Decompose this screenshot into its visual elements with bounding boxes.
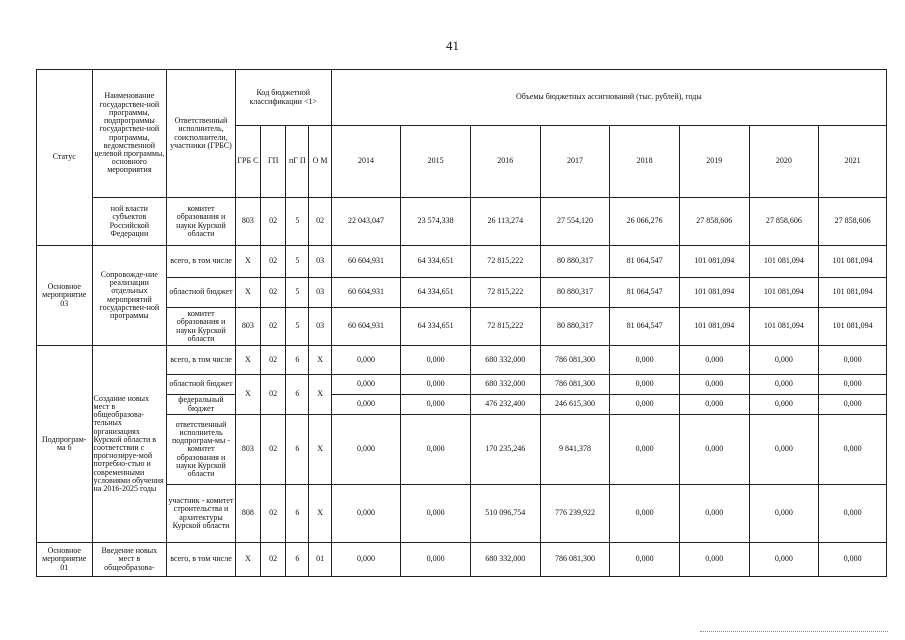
value-cell: 0,000 [610,485,680,543]
value-cell: 510 096,754 [470,485,540,543]
header-year: 2015 [401,126,471,198]
value-cell: 0,000 [610,346,680,375]
code-cell: 02 [261,278,286,308]
header-code-pgp: пГ П [286,126,309,198]
header-executor: Ответственный исполнитель, соисполнители, участники (ГРБС) [167,70,236,198]
header-year: 2018 [610,126,680,198]
value-cell: 0,000 [749,415,819,485]
name-cell: Сопровожде-ние реализации отдельных мероприятий государствен-ной программы [92,246,167,346]
table-row-sub6-total [37,346,887,375]
code-cell: Х [235,346,260,375]
value-cell: 81 064,547 [610,246,680,278]
code-cell: Х [235,375,260,415]
header-name: Наименование государствен-ной программы, подпрограммы государствен-ной программы, ведомственной целевой программы, основного мероприятия [92,70,167,198]
code-cell: 803 [235,415,260,485]
value-cell: 101 081,094 [679,246,749,278]
header-year: 2014 [331,126,401,198]
code-cell: 02 [261,543,286,577]
code-cell: Х [309,346,331,375]
code-cell: 02 [261,485,286,543]
header-row-1 [37,70,887,126]
value-cell: 101 081,094 [749,246,819,278]
value-cell: 0,000 [749,543,819,577]
executor-cell: всего, в том числе [167,246,236,278]
code-cell: 803 [235,198,260,246]
value-cell: 680 332,000 [470,543,540,577]
value-cell: 64 334,651 [401,278,471,308]
code-cell: 5 [286,278,309,308]
code-cell: 803 [235,308,260,346]
value-cell: 0,000 [331,543,401,577]
code-cell: 02 [261,246,286,278]
code-cell: 5 [286,246,309,278]
value-cell: 27 858,606 [819,198,887,246]
value-cell: 80 880,317 [540,278,610,308]
value-cell: 0,000 [610,543,680,577]
header-code-om: О М [309,126,331,198]
code-cell: 03 [309,278,331,308]
header-year: 2016 [470,126,540,198]
code-cell: 5 [286,198,309,246]
header-code-gp: ГП [261,126,286,198]
code-cell: 6 [286,415,309,485]
name-continuation: ной власти субъектов Российской Федерации [92,198,167,246]
value-cell: 9 841,378 [540,415,610,485]
value-cell: 0,000 [749,375,819,395]
code-cell: 5 [286,308,309,346]
header-year: 2020 [749,126,819,198]
table-row-om03-total [37,246,887,278]
value-cell: 786 081,300 [540,375,610,395]
value-cell: 81 064,547 [610,308,680,346]
page-number: 41 [446,38,459,53]
value-cell: 680 332,000 [470,346,540,375]
value-cell: 0,000 [679,375,749,395]
value-cell: 0,000 [331,375,401,395]
code-cell: 02 [261,375,286,415]
value-cell: 101 081,094 [679,308,749,346]
value-cell: 0,000 [331,346,401,375]
value-cell: 170 235,246 [470,415,540,485]
value-cell: 0,000 [749,485,819,543]
value-cell: 81 064,547 [610,278,680,308]
executor-cell: федеральный бюджет [167,395,236,415]
value-cell: 246 615,300 [540,395,610,415]
code-cell: 6 [286,375,309,415]
code-cell: 02 [309,198,331,246]
table-row-om01-total [37,543,887,577]
value-cell: 60 604,931 [331,278,401,308]
executor-cell: комитет образования и науки Курской области [167,308,236,346]
header-year: 2019 [679,126,749,198]
value-cell: 26 066,276 [610,198,680,246]
value-cell: 101 081,094 [819,246,887,278]
executor-cell: ответственный исполнитель подпрограм-мы - комитет образования и науки Курской области [167,415,236,485]
value-cell: 0,000 [679,395,749,415]
value-cell: 80 880,317 [540,308,610,346]
value-cell: 0,000 [679,346,749,375]
value-cell: 101 081,094 [679,278,749,308]
value-cell: 0,000 [679,415,749,485]
value-cell: 0,000 [331,485,401,543]
value-cell: 80 880,317 [540,246,610,278]
value-cell: 0,000 [819,415,887,485]
value-cell: 680 332,000 [470,375,540,395]
code-cell: 02 [261,198,286,246]
value-cell: 0,000 [819,375,887,395]
value-cell: 0,000 [401,375,471,395]
value-cell: 0,000 [679,485,749,543]
name-cell: Создание новых мест в общеобразова-тельных организациях Курской области в соответствии с прогнозируе-мой потребно-стью и современными условиями обучения на 2016-2025 годы [92,346,167,543]
executor-cell: всего, в том числе [167,346,236,375]
value-cell: 27 858,606 [749,198,819,246]
value-cell: 26 113,274 [470,198,540,246]
value-cell: 0,000 [819,395,887,415]
value-cell: 72 815,222 [470,246,540,278]
code-cell: 03 [309,246,331,278]
value-cell: 0,000 [819,346,887,375]
value-cell: 60 604,931 [331,308,401,346]
code-cell: Х [235,543,260,577]
code-cell: Х [309,375,331,415]
value-cell: 0,000 [819,485,887,543]
value-cell: 0,000 [401,346,471,375]
status-cell: Основное мероприятие 01 [37,543,93,577]
name-cell: Введение новых мест в общеобразова- [92,543,167,577]
executor-cell: всего, в том числе [167,543,236,577]
header-status: Статус [37,70,93,246]
value-cell: 23 574,338 [401,198,471,246]
code-cell: 6 [286,346,309,375]
code-cell: 6 [286,543,309,577]
value-cell: 101 081,094 [749,278,819,308]
value-cell: 0,000 [610,375,680,395]
code-cell: Х [309,415,331,485]
value-cell: 0,000 [401,485,471,543]
value-cell: 476 232,400 [470,395,540,415]
code-cell: 03 [309,308,331,346]
header-year: 2017 [540,126,610,198]
status-cell: Основное мероприятие 03 [37,246,93,346]
value-cell: 72 815,222 [470,278,540,308]
value-cell: 0,000 [749,395,819,415]
value-cell: 64 334,651 [401,308,471,346]
header-code-grbs: ГРБ С [235,126,260,198]
code-cell: 6 [286,485,309,543]
value-cell: 101 081,094 [819,278,887,308]
code-cell: 02 [261,308,286,346]
value-cell: 0,000 [610,395,680,415]
header-year: 2021 [819,126,887,198]
value-cell: 101 081,094 [749,308,819,346]
executor-cell: участник - комитет строительства и архитектуры Курской области [167,485,236,543]
code-cell: 02 [261,415,286,485]
code-cell: 01 [309,543,331,577]
value-cell: 0,000 [401,543,471,577]
code-cell: Х [309,485,331,543]
budget-table [36,69,887,577]
value-cell: 0,000 [331,415,401,485]
table-row-committee [37,198,887,246]
value-cell: 27 858,606 [679,198,749,246]
value-cell: 0,000 [819,543,887,577]
executor-cell: областной бюджет [167,278,236,308]
value-cell: 72 815,222 [470,308,540,346]
executor-cell: областной бюджет [167,375,236,395]
value-cell: 0,000 [401,415,471,485]
value-cell: 0,000 [331,395,401,415]
value-cell: 776 239,922 [540,485,610,543]
executor-cell: комитет образования и науки Курской области [167,198,236,246]
value-cell: 27 554,120 [540,198,610,246]
code-cell: Х [235,278,260,308]
value-cell: 786 081,300 [540,543,610,577]
value-cell: 0,000 [401,395,471,415]
value-cell: 101 081,094 [819,308,887,346]
value-cell: 22 043,047 [331,198,401,246]
value-cell: 0,000 [610,415,680,485]
code-cell: Х [235,246,260,278]
value-cell: 60 604,931 [331,246,401,278]
footer-divider [700,631,888,632]
value-cell: 0,000 [679,543,749,577]
header-budget-code: Код бюджетной классификации <1> [235,70,331,126]
status-cell: Подпрограм-ма 6 [37,346,93,543]
code-cell: 02 [261,346,286,375]
code-cell: 808 [235,485,260,543]
value-cell: 64 334,651 [401,246,471,278]
value-cell: 786 081,300 [540,346,610,375]
value-cell: 0,000 [749,346,819,375]
header-volumes: Объемы бюджетных ассигнований (тыс. рублей), годы [331,70,886,126]
